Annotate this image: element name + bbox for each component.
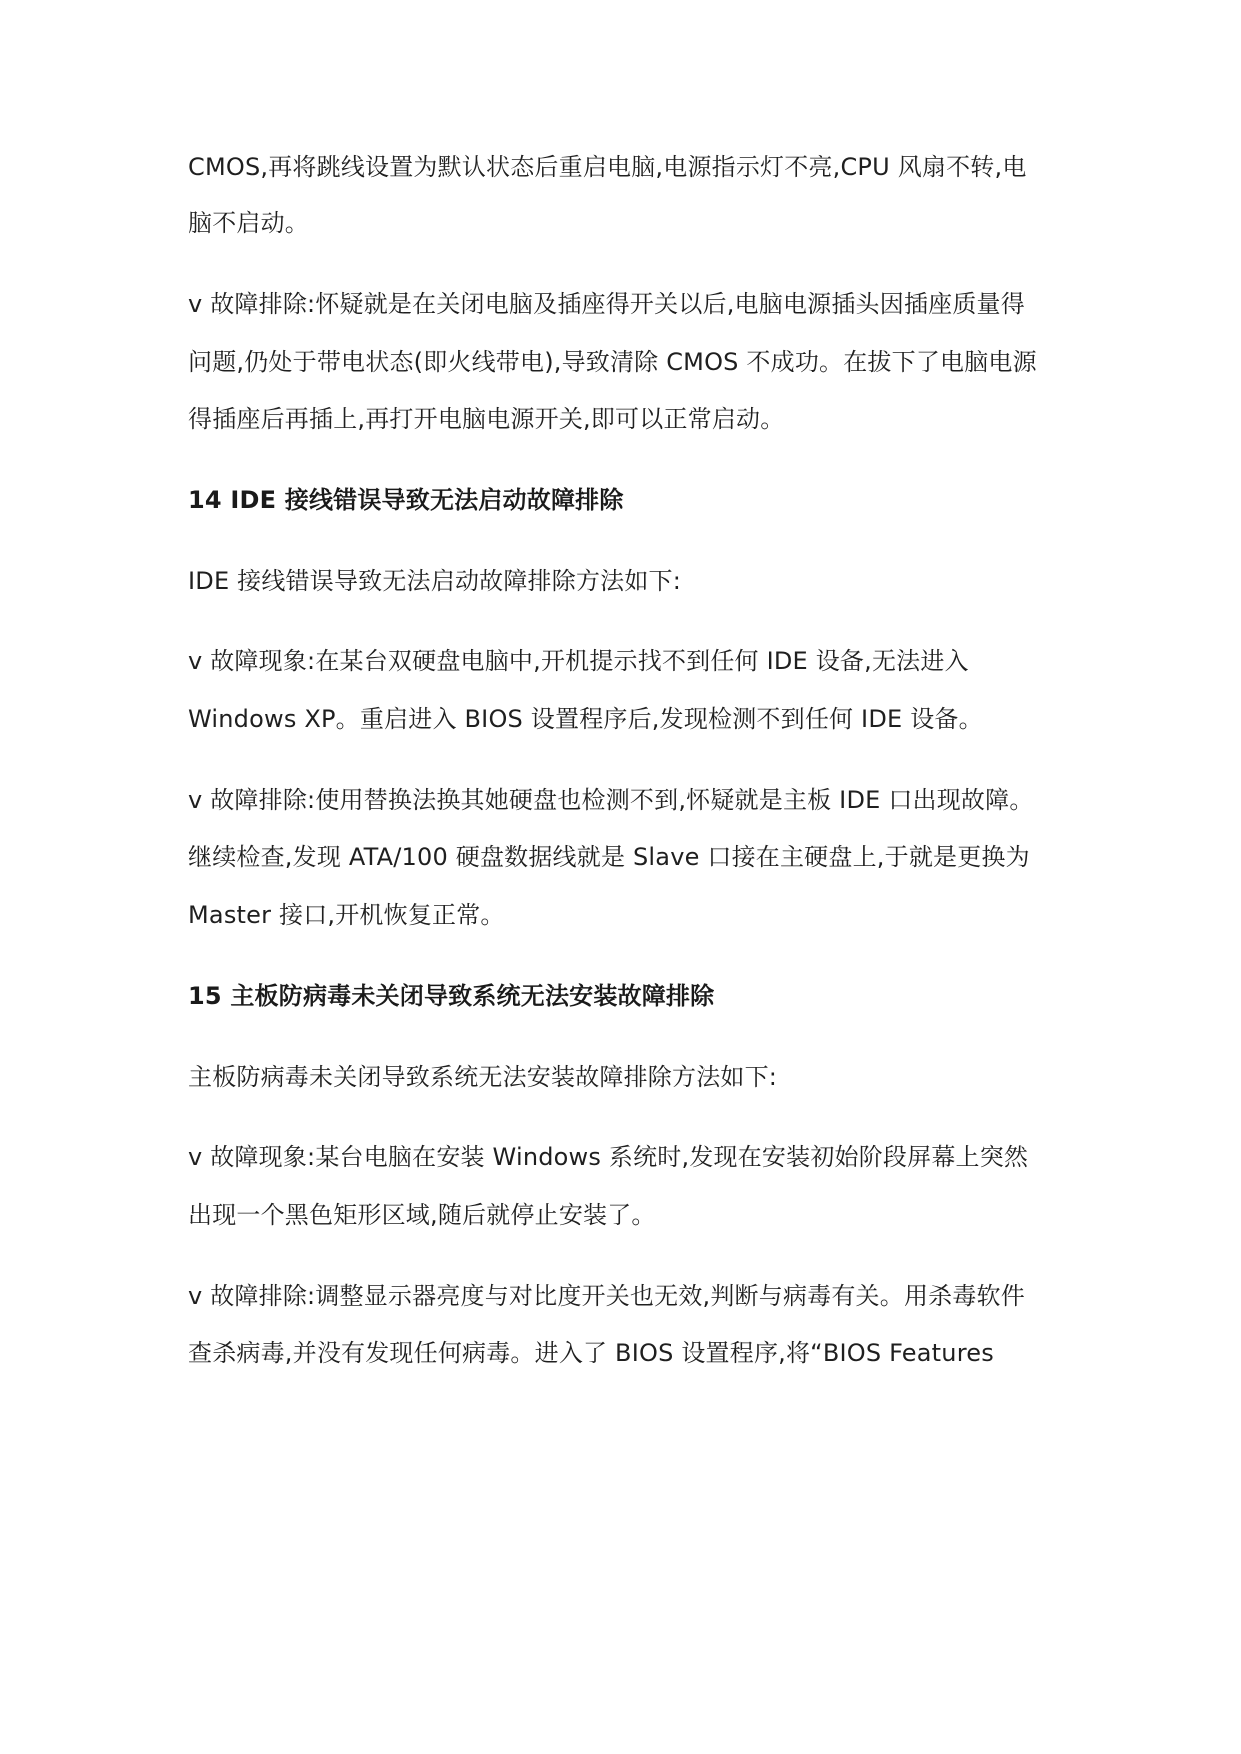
paragraph-line: Windows XP。重启进入 BIOS 设置程序后,发现检测不到任何 IDE 设备。	[188, 705, 983, 733]
paragraph-line: CMOS,再将跳线设置为默认状态后重启电脑,电源指示灯不亮,CPU 风扇不转,电	[188, 153, 1027, 181]
paragraph-line: 继续检查,发现 ATA/100 硬盘数据线就是 Slave 口接在主硬盘上,于就是更换为	[188, 843, 1030, 871]
paragraph-line: 主板防病毒未关闭导致系统无法安装故障排除方法如下:	[188, 1063, 778, 1091]
paragraph-line: v 故障排除:使用替换法换其她硬盘也检测不到,怀疑就是主板 IDE 口出现故障。	[188, 786, 1034, 814]
paragraph-line: v 故障排除:怀疑就是在关闭电脑及插座得开关以后,电脑电源插头因插座质量得	[188, 290, 1025, 318]
paragraph-line: v 故障排除:调整显示器亮度与对比度开关也无效,判断与病毒有关。用杀毒软件	[188, 1282, 1025, 1310]
paragraph-line: 查杀病毒,并没有发现任何病毒。进入了 BIOS 设置程序,将“BIOS Features	[188, 1339, 994, 1367]
section-heading: 15 主板防病毒未关闭导致系统无法安装故障排除	[188, 982, 715, 1010]
paragraph-line: 问题,仍处于带电状态(即火线带电),导致清除 CMOS 不成功。在拔下了电脑电源	[188, 348, 1037, 376]
paragraph-line: v 故障现象:某台电脑在安装 Windows 系统时,发现在安装初始阶段屏幕上突然	[188, 1143, 1029, 1171]
paragraph-line: 脑不启动。	[188, 209, 309, 237]
paragraph-line: 得插座后再插上,再打开电脑电源开关,即可以正常启动。	[188, 405, 785, 433]
section-heading: 14 IDE 接线错误导致无法启动故障排除	[188, 486, 624, 514]
paragraph-line: v 故障现象:在某台双硬盘电脑中,开机提示找不到任何 IDE 设备,无法进入	[188, 647, 969, 675]
paragraph-line: IDE 接线错误导致无法启动故障排除方法如下:	[188, 567, 682, 595]
paragraph-line: 出现一个黑色矩形区域,随后就停止安装了。	[188, 1201, 656, 1229]
paragraph-line: Master 接口,开机恢复正常。	[188, 901, 505, 929]
